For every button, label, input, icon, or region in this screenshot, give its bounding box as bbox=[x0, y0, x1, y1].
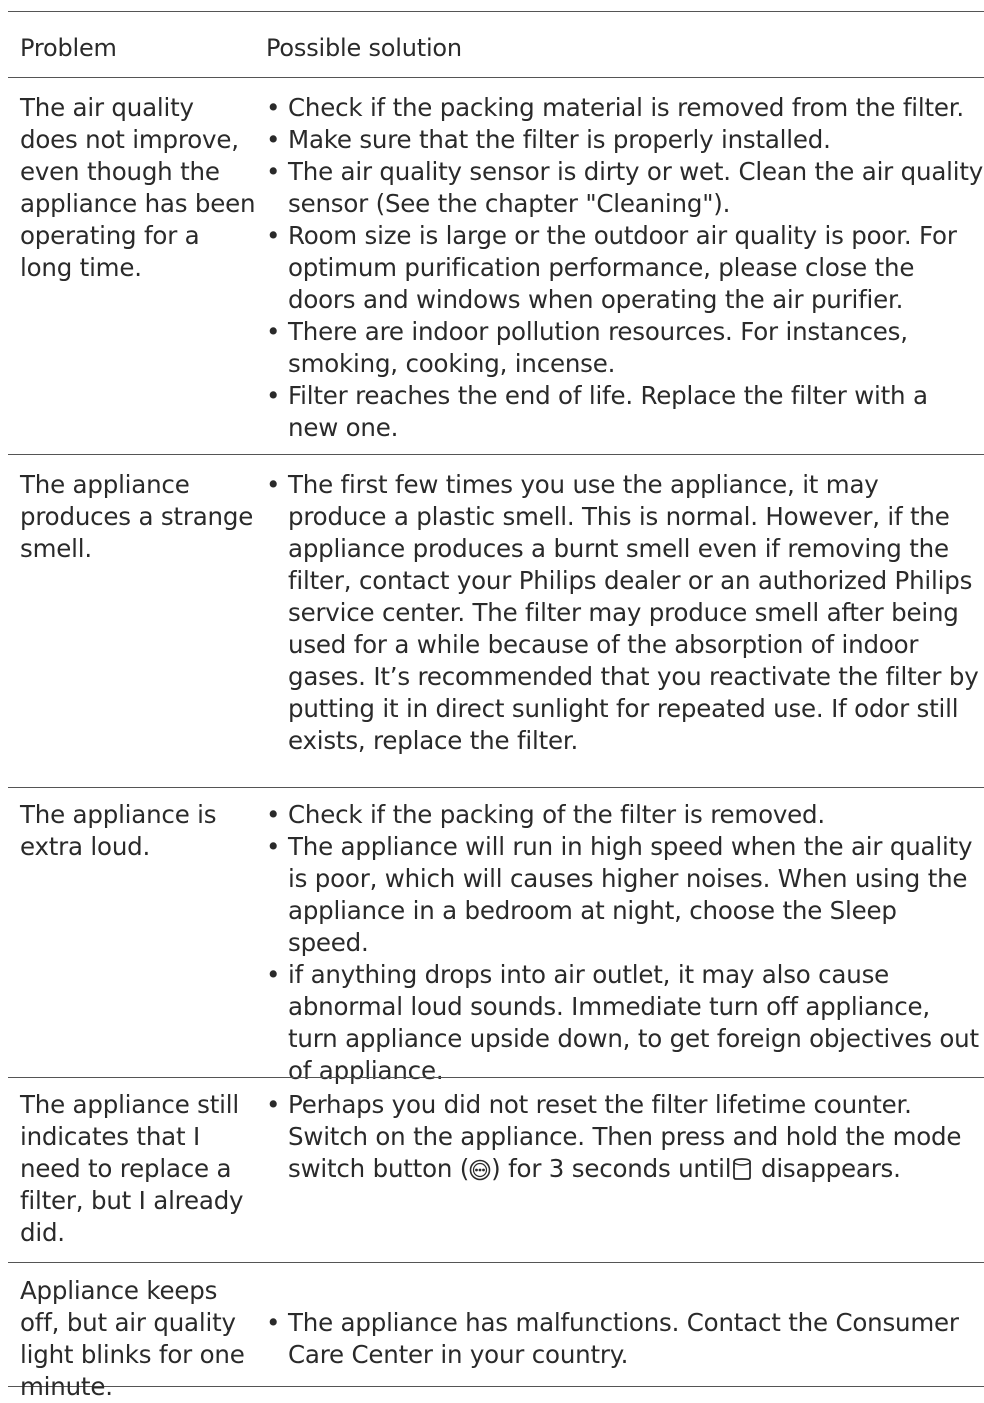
bullet-mark: • bbox=[266, 1308, 281, 1337]
solution-text: The appliance has malfunctions. Contact the Consumer Care Center in your country. bbox=[288, 1308, 959, 1369]
solution-text: Check if the packing material is removed from the filter. bbox=[288, 93, 964, 122]
solution-cell bbox=[266, 1307, 984, 1371]
bullet-mark: • bbox=[266, 157, 281, 186]
list-item bbox=[266, 1307, 984, 1371]
solution-list bbox=[266, 1089, 984, 1189]
solution-text: if anything drops into air outlet, it may also cause abnormal loud sounds. Immediate turn off appliance, turn appliance upside down, to get foreign objectives out of appliance. bbox=[288, 960, 979, 1085]
mode-switch-icon bbox=[469, 1157, 491, 1189]
solution-cell bbox=[266, 799, 984, 1087]
list-item bbox=[266, 156, 984, 220]
header-problem: Problem bbox=[20, 34, 117, 62]
table-row bbox=[8, 454, 984, 787]
solution-text-before-icon: Perhaps you did not reset the filter lifetime counter. Switch on the appliance. Then press and hold the mode switch button ( bbox=[288, 1090, 962, 1183]
problem-cell: Appliance keeps off, but air quality light blinks for one minute. bbox=[20, 1276, 245, 1401]
table-row bbox=[8, 77, 984, 454]
list-item bbox=[266, 959, 984, 1087]
table-row bbox=[8, 1077, 984, 1262]
solution-list bbox=[266, 799, 984, 1087]
list-item bbox=[266, 1089, 984, 1189]
solution-text: Check if the packing of the filter is removed. bbox=[288, 800, 825, 829]
list-item bbox=[266, 469, 984, 757]
bullet-mark: • bbox=[266, 221, 281, 250]
solution-text-between-icons: ) for 3 seconds until bbox=[491, 1154, 732, 1183]
table-row bbox=[8, 787, 984, 1085]
solution-cell bbox=[266, 469, 984, 757]
solution-list bbox=[266, 1307, 984, 1371]
bullet-mark: • bbox=[266, 470, 281, 499]
solution-text: Filter reaches the end of life. Replace the filter with a new one. bbox=[288, 381, 928, 442]
header-solution: Possible solution bbox=[266, 34, 462, 62]
list-item bbox=[266, 831, 984, 959]
list-item bbox=[266, 380, 984, 444]
solution-list bbox=[266, 469, 984, 757]
bullet-mark: • bbox=[266, 1090, 281, 1119]
bullet-mark: • bbox=[266, 960, 281, 989]
bullet-mark: • bbox=[266, 381, 281, 410]
problem-cell: The air quality does not improve, even though the appliance has been operating for a long time. bbox=[20, 93, 256, 282]
problem-cell: The appliance produces a strange smell. bbox=[20, 470, 254, 563]
table-header-row bbox=[8, 11, 984, 77]
bullet-mark: • bbox=[266, 317, 281, 346]
bullet-mark: • bbox=[266, 832, 281, 861]
solution-cell bbox=[266, 1089, 984, 1189]
filter-icon bbox=[731, 1157, 753, 1189]
list-item bbox=[266, 124, 984, 156]
list-item bbox=[266, 92, 984, 124]
solution-text-after-icon: disappears. bbox=[753, 1154, 901, 1183]
solution-text: The first few times you use the appliance, it may produce a plastic smell. This is normal. However, if the appliance produces a burnt smell even if removing the filter, contact your Philips dealer or an authorized Philips service center. The filter may produce smell after being used for a while because of the absorption of indoor gases. It’s recommended that you reactivate the filter by putting it in direct sunlight for repeated use. If odor still exists, replace the filter. bbox=[288, 470, 979, 755]
list-item bbox=[266, 220, 984, 316]
solution-text: The appliance will run in high speed when the air quality is poor, which will causes higher noises. When using the appliance in a bedroom at night, choose the Sleep speed. bbox=[288, 832, 973, 957]
solution-text: Room size is large or the outdoor air quality is poor. For optimum purification performance, please close the doors and windows when operating the air purifier. bbox=[288, 221, 957, 314]
troubleshooting-table bbox=[8, 11, 984, 1401]
solution-text: Make sure that the filter is properly installed. bbox=[288, 125, 831, 154]
bullet-mark: • bbox=[266, 800, 281, 829]
problem-cell: The appliance still indicates that I need to replace a filter, but I already did. bbox=[20, 1090, 244, 1247]
problem-cell: The appliance is extra loud. bbox=[20, 800, 217, 861]
solution-text: The air quality sensor is dirty or wet. Clean the air quality sensor (See the chapter "Cleaning"). bbox=[288, 157, 984, 218]
list-item bbox=[266, 316, 984, 380]
bullet-mark: • bbox=[266, 93, 281, 122]
solution-text: There are indoor pollution resources. For instances, smoking, cooking, incense. bbox=[288, 317, 908, 378]
list-item bbox=[266, 799, 984, 831]
solution-list bbox=[266, 92, 984, 444]
solution-cell bbox=[266, 92, 984, 444]
bullet-mark: • bbox=[266, 125, 281, 154]
table-row bbox=[8, 1262, 984, 1401]
